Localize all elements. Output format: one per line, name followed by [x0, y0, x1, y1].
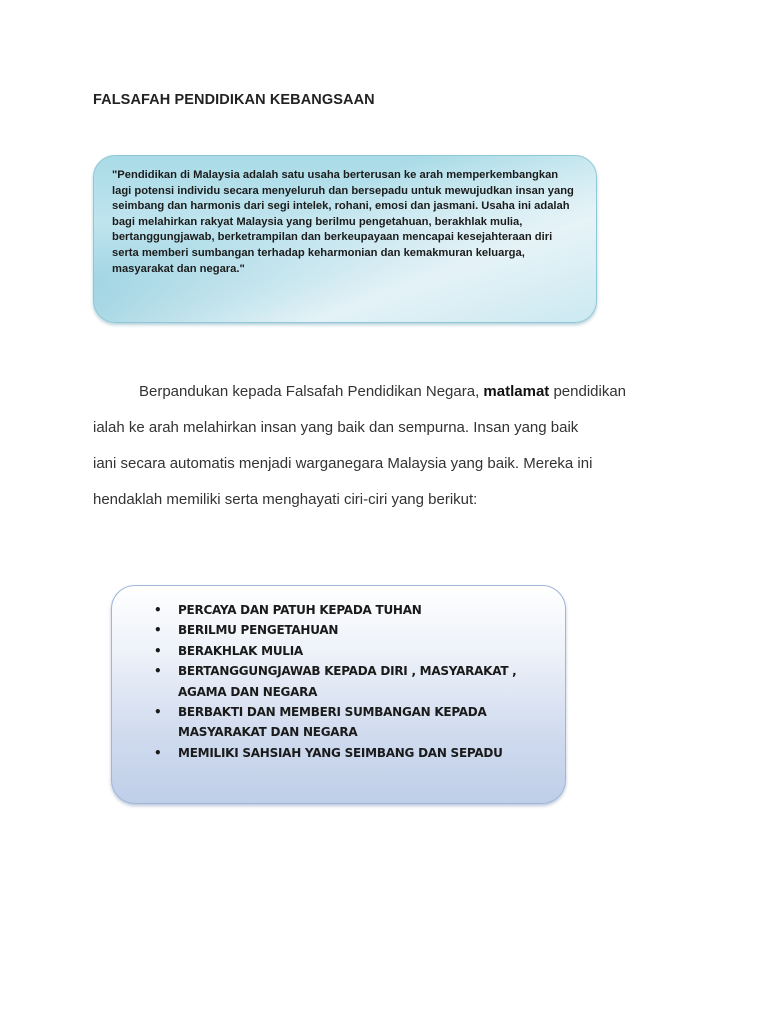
- trait-label: BERBAKTI DAN MEMBERI SUMBANGAN KEPADA MASYARAKAT DAN NEGARA: [178, 705, 487, 740]
- trait-label: BERAKHLAK MULIA: [178, 643, 303, 658]
- philosophy-quote-text: "Pendidikan di Malaysia adalah satu usaha berterusan ke arah memperkembangkan lagi potensi individu secara menyeluruh dan bersepadu untuk mewujudkan insan yang seimbang dan harmonis dari segi intelek, rohani, emosi dan jasmani. Usaha ini adalah bagi melahirkan rakyat Malaysia yang berilmu pengetahuan, berakhlak mulia, bertanggungjawab, berketrampilan dan berkeupayaan mencapai kesejahteraan diri serta memberi sumbangan terhadap keharmonian dan kemakmuran keluarga, masyarakat dan negara.": [112, 169, 574, 275]
- trait-label: BERTANGGUNGJAWAB KEPADA DIRI , MASYARAKAT , AGAMA DAN NEGARA: [178, 664, 517, 699]
- bullet-icon: •: [154, 623, 162, 638]
- list-item: [152, 661, 545, 702]
- paragraph-line-4: hendaklah memiliki serta menghayati ciri-ciri yang berikut:: [93, 491, 478, 508]
- paragraph-emphasis: matlamat: [483, 383, 550, 400]
- trait-label: BERILMU PENGETAHUAN: [178, 623, 339, 638]
- body-paragraph: [93, 374, 673, 518]
- paragraph-line-3: iani secara automatis menjadi warganegara Malaysia yang baik. Mereka ini: [93, 455, 593, 472]
- list-item: [152, 620, 545, 640]
- list-item: [152, 702, 545, 743]
- bullet-icon: •: [154, 643, 162, 658]
- trait-label: MEMILIKI SAHSIAH YANG SEIMBANG DAN SEPADU: [178, 745, 503, 760]
- paragraph-line-1-end: pendidikan: [549, 383, 627, 400]
- bullet-icon: •: [154, 705, 162, 720]
- list-item: [152, 600, 545, 620]
- philosophy-quote-box: [93, 155, 597, 323]
- trait-label: PERCAYA DAN PATUH KEPADA TUHAN: [178, 603, 422, 617]
- bullet-icon: •: [154, 664, 162, 679]
- paragraph-line-1: [93, 374, 673, 410]
- page-title: FALSAFAH PENDIDIKAN KEBANGSAAN: [93, 92, 375, 108]
- paragraph-line-2: ialah ke arah melahirkan insan yang baik dan sempurna. Insan yang baik: [93, 419, 579, 436]
- paragraph-line-1-start: Berpandukan kepada Falsafah Pendidikan Negara,: [139, 383, 484, 400]
- list-item: [152, 743, 545, 763]
- traits-list: [152, 600, 545, 763]
- list-item: [152, 641, 545, 661]
- traits-box: [111, 585, 566, 804]
- bullet-icon: •: [154, 745, 162, 760]
- bullet-icon: •: [154, 603, 162, 617]
